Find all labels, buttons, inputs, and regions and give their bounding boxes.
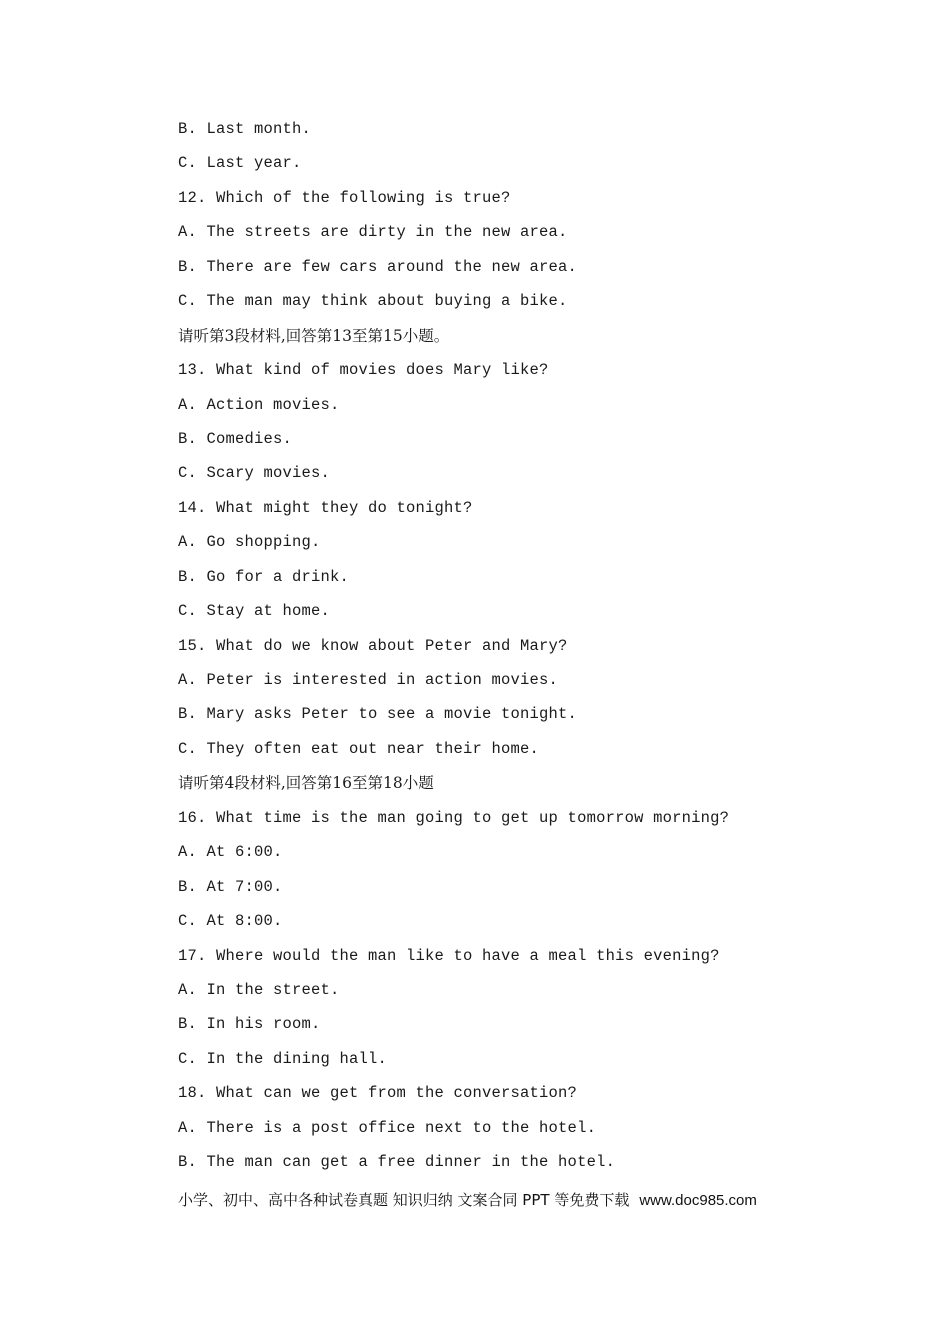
question-line: 16. What time is the man going to get up tomorrow morning? — [178, 808, 730, 827]
option-line: B. Last month. — [178, 120, 312, 138]
option-line: C. Scary movies. — [178, 464, 331, 483]
question-line: 15. What do we know about Peter and Mary? — [178, 636, 568, 655]
option-line: B. At 7:00. — [178, 877, 283, 896]
option-line: A. At 6:00. — [178, 843, 283, 862]
option-line: A. Go shopping. — [178, 533, 321, 552]
option-line: A. Peter is interested in action movies. — [178, 671, 559, 689]
option-line: C. Stay at home. — [178, 602, 331, 621]
option-line: B. Mary asks Peter to see a movie tonight. — [178, 705, 578, 724]
option-line: B. The man can get a free dinner in the hotel. — [178, 1153, 616, 1172]
question-line: 13. What kind of movies does Mary like? — [178, 361, 549, 380]
option-line: C. The man may think about buying a bike. — [178, 292, 568, 311]
option-line: B. There are few cars around the new area. — [178, 257, 578, 276]
section-instruction: 请听第4段材料,回答第16至第18小题 — [178, 774, 434, 793]
option-line: C. In the dining hall. — [178, 1049, 388, 1068]
question-line: 12. Which of the following is true? — [178, 188, 511, 207]
option-line: A. The streets are dirty in the new area. — [178, 223, 568, 242]
option-line: A. In the street. — [178, 980, 340, 999]
question-line: 14. What might they do tonight? — [178, 498, 473, 517]
option-line: A. There is a post office next to the hotel. — [178, 1118, 597, 1137]
question-line: 17. Where would the man like to have a meal this evening? — [178, 946, 720, 965]
option-line: C. They often eat out near their home. — [178, 739, 540, 758]
option-line: B. Go for a drink. — [178, 567, 350, 586]
footer-text: 小学、初中、高中各种试卷真题 知识归纳 文案合同 PPT 等免费下载 — [178, 1191, 630, 1209]
page-footer — [178, 1189, 757, 1210]
option-line: C. Last year. — [178, 154, 302, 173]
question-line: 18. What can we get from the conversation? — [178, 1084, 578, 1103]
option-line: A. Action movies. — [178, 395, 340, 414]
option-line: C. At 8:00. — [178, 912, 283, 931]
option-line: B. Comedies. — [178, 429, 293, 448]
question-list — [178, 117, 858, 1185]
option-line: B. In his room. — [178, 1015, 321, 1034]
section-instruction: 请听第3段材料,回答第13至第15小题。 — [178, 326, 450, 345]
footer-url: www.doc985.com — [639, 1192, 757, 1209]
